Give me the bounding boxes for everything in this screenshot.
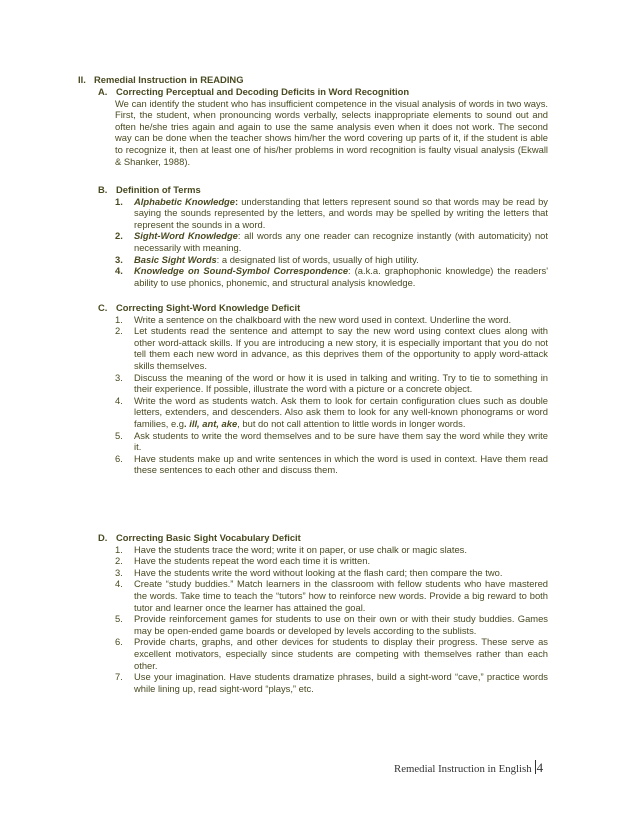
item-text: Have students make up and write sentences in which the word is used in context. Have them read these sentences to each other and discuss them.: [134, 452, 548, 476]
item-number: 1.: [115, 195, 123, 207]
item-number: 5.: [115, 613, 123, 625]
item-text: Provide charts, graphs, and other devices for students to display their progress. These serve as excellent motivators, especially since students are competing with themselves rather than each other.: [134, 636, 548, 671]
definition-item: [115, 254, 548, 266]
item-text-end: , but do not call attention to little words in longer words.: [237, 417, 466, 429]
list-item: [115, 567, 548, 579]
main-heading: [78, 74, 244, 86]
list-item: [115, 636, 548, 671]
basic-sight-steps-list: [98, 544, 548, 695]
item-number: 4.: [115, 394, 123, 406]
definitions-list: [98, 196, 548, 289]
section-d-title: [98, 532, 548, 544]
list-item: [115, 578, 548, 613]
section-c-heading: Correcting Sight-Word Knowledge Deficit: [116, 302, 301, 313]
item-text: Have the students trace the word; write it on paper, or use chalk or magic slates.: [134, 543, 467, 555]
item-number: 3.: [115, 566, 123, 578]
item-text: Write the word as students watch. Ask them to look for certain configuration clues such as double letters, extenders, and descenders. Also ask them to look for any well-known phonograms or word families, e.g: [134, 394, 548, 429]
definition-text: understanding that letters represent sound so that words may be read by saying the sounds represented by the letters, and words may be spelled by writing the letters that represent the sounds in a word.: [134, 195, 548, 230]
page-number: 4: [536, 760, 544, 775]
item-number: 7.: [115, 671, 123, 683]
list-item: [115, 372, 548, 395]
item-example-words: ill, ant, ake: [186, 417, 238, 429]
item-text: Have the students repeat the word each time it is written.: [134, 555, 371, 567]
heading-title: Remedial Instruction in READING: [94, 74, 244, 85]
definition-separator: :: [348, 265, 355, 277]
section-a-title: [98, 86, 548, 98]
definition-term: Knowledge on Sound-Symbol Correspondence: [134, 265, 349, 277]
definition-item: [115, 265, 548, 288]
footer-divider: [535, 760, 536, 774]
list-item: [115, 395, 548, 430]
definition-item: [115, 230, 548, 253]
section-a-paragraph: We can identify the student who has insufficient competence in the visual analysis of words in two ways. First, the student, when pronouncing words verbally, selects inappropriate elements to sound out and often he/she tries again and again to use the same analysis even when it does not work. The second way can be done when the teacher shows him/her the word covering up parts of it, if the student is able to recognize it, then at least one of his/her problems in word recognition is faulty visual analysis (Ekwall & Shanker, 1988).: [115, 97, 548, 167]
item-text: Have the students write the word without looking at the flash card; then compare the two.: [134, 566, 503, 578]
list-item: [115, 430, 548, 453]
item-number: 2.: [115, 325, 123, 337]
item-number: 6.: [115, 452, 123, 464]
item-number: 2.: [115, 230, 123, 242]
list-item: [115, 325, 548, 371]
list-item: [115, 314, 548, 326]
item-text: Discuss the meaning of the word or how it is used in talking and writing. Try to tie to something in their experience. If possible, illustrate the word with a picture or a concrete object.: [134, 371, 548, 395]
definition-text: all words any one reader can recognize instantly (with automaticity) not necessarily with meaning.: [134, 230, 548, 253]
list-item: [115, 544, 548, 556]
item-number: 6.: [115, 636, 123, 648]
footer-title: Remedial Instruction in English: [394, 763, 532, 775]
item-number: 3.: [115, 253, 123, 265]
item-number: 5.: [115, 429, 123, 441]
item-text-dot: .: [184, 417, 187, 429]
item-number: 4.: [115, 578, 123, 590]
section-a-letter: A.: [98, 86, 108, 97]
section-c: [98, 302, 548, 476]
item-number: 3.: [115, 371, 123, 383]
definition-separator: :: [216, 253, 222, 265]
item-text: Ask students to write the word themselves and to be sure have them say the word while they write it.: [134, 429, 548, 453]
definition-separator: :: [235, 195, 242, 207]
definition-term: Sight-Word Knowledge: [134, 230, 238, 242]
definition-item: [115, 196, 548, 231]
item-number: 1.: [115, 313, 123, 325]
section-d: [98, 532, 548, 694]
section-c-letter: C.: [98, 302, 108, 313]
sight-word-steps-list: [98, 314, 548, 476]
section-a-heading: Correcting Perceptual and Decoding Deficits in Word Recognition: [116, 86, 410, 97]
item-text: Create “study buddies.” Match learners in the classroom with fellow students who have mastered the words. Take time to teach the “tutors” how to reinforce new words. Provide a big reward to both tutor and learner once the learner has attained the goal.: [134, 578, 548, 613]
heading-number: II.: [78, 74, 86, 85]
section-a: [98, 86, 548, 167]
item-text: Use your imagination. Have students dramatize phrases, build a sight-word “cave,” practice words while lining up, read sight-word “plays,” etc.: [134, 671, 548, 694]
section-b: [98, 184, 548, 288]
list-item: [115, 613, 548, 636]
definition-text: (a.k.a. graphophonic knowledge) the readers' ability to use phonics, phonemic, and structural analysis knowledge.: [134, 265, 548, 288]
definition-separator: :: [237, 230, 245, 242]
section-d-letter: D.: [98, 532, 108, 543]
item-number: 2.: [115, 555, 123, 567]
item-number: 1.: [115, 543, 123, 555]
list-item: [115, 555, 548, 567]
item-text: Let students read the sentence and attempt to say the new word using context clues along with other word-attack skills. If you are introducing a new story, it is especially important that you do not tell them each new word in advance, as this deprives them of the opportunity to apply word-attack skills themselves.: [134, 325, 548, 371]
section-c-title: [98, 302, 548, 314]
item-text: Provide reinforcement games for students to use on their own or with their study buddies. Games may be open-ended game boards or developed by levels according to the sublists.: [134, 613, 548, 636]
definition-term: Alphabetic Knowledge: [134, 195, 235, 207]
section-b-letter: B.: [98, 184, 108, 195]
definition-text: a designated list of words, usually of high utility.: [221, 253, 419, 265]
section-d-heading: Correcting Basic Sight Vocabulary Deficit: [116, 532, 301, 543]
item-number: 4.: [115, 265, 123, 277]
section-b-heading: Definition of Terms: [116, 184, 201, 195]
page-footer: [394, 760, 543, 776]
item-text: Write a sentence on the chalkboard with the new word used in context. Underline the word.: [134, 313, 512, 325]
list-item: [115, 453, 548, 476]
section-b-title: [98, 184, 548, 196]
definition-term: Basic Sight Words: [134, 253, 217, 265]
list-item: [115, 671, 548, 694]
